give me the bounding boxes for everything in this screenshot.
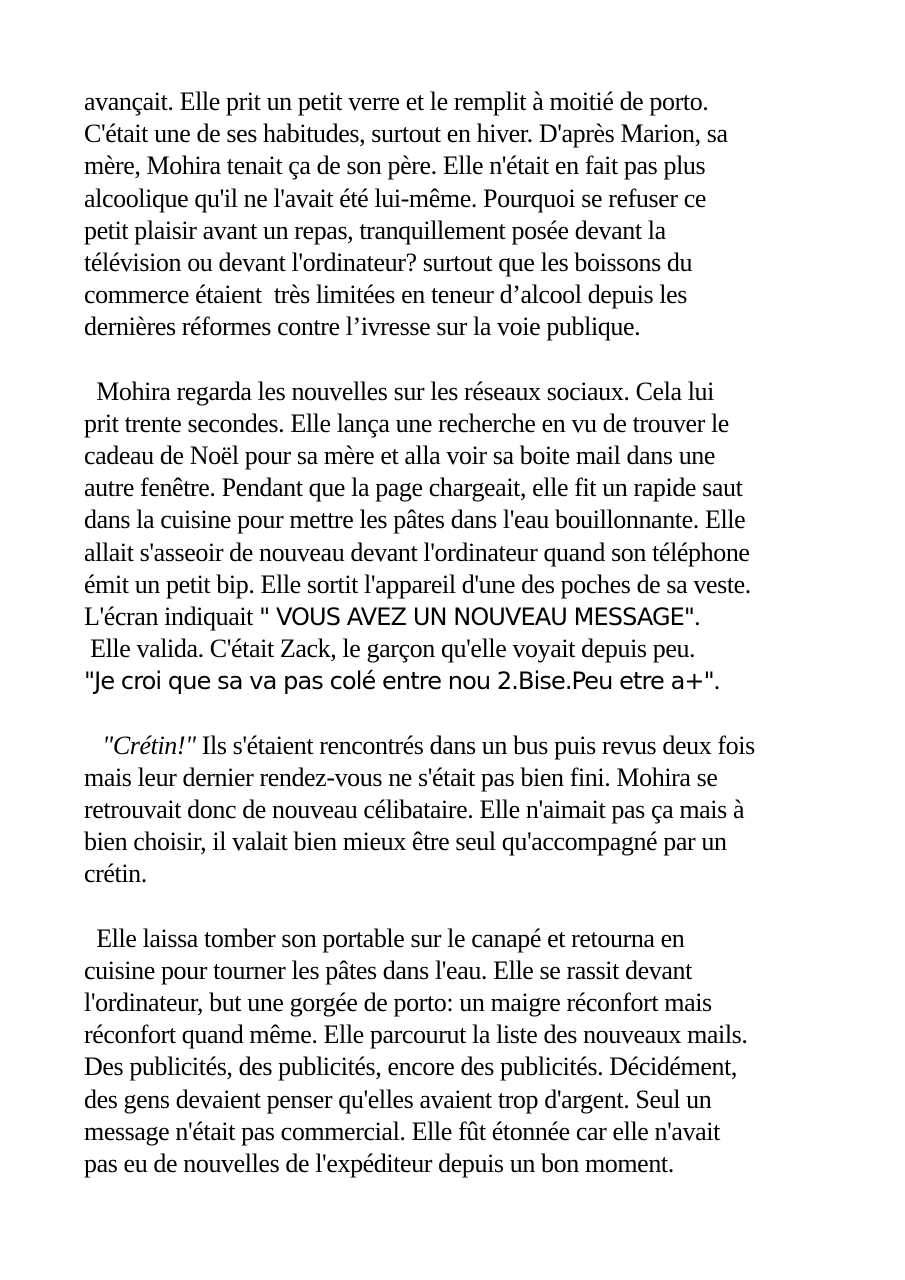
text-line — [84, 955, 829, 987]
text-segment: Elle laissa tomber son portable sur le canapé et retourna en — [84, 923, 685, 953]
text-segment: allait s'asseoir de nouveau devant l'ordinateur quand son téléphone — [84, 537, 750, 567]
text-line — [84, 826, 829, 858]
text-segment: prit trente secondes. Elle lança une recherche en vu de trouver le — [84, 408, 729, 438]
text-line — [84, 1084, 829, 1116]
text-segment: l'ordinateur, but une gorgée de porto: un maigre réconfort mais — [84, 988, 712, 1018]
text-line — [84, 1019, 829, 1051]
text-line — [84, 279, 829, 311]
text-line — [84, 183, 829, 215]
text-segment: réconfort quand même. Elle parcourut la liste des nouveaux mails. — [84, 1020, 748, 1050]
text-segment: autre fenêtre. Pendant que la page chargeait, elle fit un rapide saut — [84, 473, 743, 503]
text-line — [84, 987, 829, 1019]
text-segment: "Crétin!" — [84, 730, 202, 760]
text-line — [84, 504, 829, 536]
text-line — [84, 569, 829, 601]
text-segment: crétin. — [84, 859, 147, 889]
text-segment: émit un petit bip. Elle sortit l'appareil d'une des poches de sa veste. — [84, 569, 751, 599]
text-line — [84, 858, 829, 890]
text-segment: cadeau de Noël pour sa mère et alla voir sa boite mail dans une — [84, 441, 716, 471]
paragraph — [84, 923, 829, 1181]
text-line — [84, 794, 829, 826]
text-line — [84, 923, 829, 955]
text-segment: C'était une de ses habitudes, surtout en hiver. D'après Marion, sa — [84, 119, 728, 149]
text-line — [84, 440, 829, 472]
text-segment: L'écran indiquait — [84, 602, 260, 632]
text-line — [84, 150, 829, 182]
text-segment: mère, Mohira tenait ça de son père. Elle n'était en fait pas plus — [84, 151, 706, 181]
text-segment: Elle valida. C'était Zack, le garçon qu'elle voyait depuis peu. — [84, 634, 696, 664]
text-line — [84, 1116, 829, 1148]
text-line — [84, 215, 829, 247]
text-segment: Ils s'étaient rencontrés dans un bus puis revus deux fois — [201, 730, 755, 760]
text-segment: alcoolique qu'il ne l'avait été lui-même. Pourquoi se refuser ce — [84, 183, 706, 213]
text-line — [84, 311, 829, 343]
text-line — [84, 118, 829, 150]
text-segment: " VOUS AVEZ UN NOUVEAU MESSAGE" — [259, 603, 695, 632]
text-segment: . — [694, 602, 701, 632]
text-segment: dans la cuisine pour mettre les pâtes dans l'eau bouillonnante. Elle — [84, 505, 746, 535]
text-line — [84, 1051, 829, 1083]
text-segment: mais leur dernier rendez-vous ne s'était pas bien fini. Mohira se — [84, 762, 718, 792]
text-segment: . — [713, 666, 720, 696]
text-segment: dernières réformes contre l’ivresse sur la voie publique. — [84, 312, 641, 342]
paragraph — [84, 376, 829, 698]
text-segment: retrouvait donc de nouveau célibataire. Elle n'aimait pas ça mais à — [84, 795, 745, 825]
paragraph — [84, 86, 829, 344]
page-text — [84, 86, 829, 1180]
text-segment: bien choisir, il valait bien mieux être seul qu'accompagné par un — [84, 827, 727, 857]
text-segment: Mohira regarda les nouvelles sur les réseaux sociaux. Cela lui — [84, 376, 714, 406]
text-line — [84, 537, 829, 569]
text-line — [84, 633, 829, 665]
text-segment: télévision ou devant l'ordinateur? surtout que les boissons du — [84, 248, 693, 278]
text-line — [84, 665, 829, 697]
text-line — [84, 376, 829, 408]
paragraph — [84, 730, 829, 891]
text-segment: des gens devaient penser qu'elles avaient trop d'argent. Seul un — [84, 1084, 712, 1114]
text-line — [84, 601, 829, 633]
text-line — [84, 247, 829, 279]
text-segment: commerce étaient très limitées en teneur d’alcool depuis les — [84, 280, 687, 310]
text-line — [84, 472, 829, 504]
text-segment: "Je croi que sa va pas colé entre nou 2.Bise.Peu etre a+" — [84, 667, 714, 696]
text-line — [84, 762, 829, 794]
text-segment: pas eu de nouvelles de l'expéditeur depuis un bon moment. — [84, 1149, 674, 1179]
text-line — [84, 408, 829, 440]
text-segment: Des publicités, des publicités, encore des publicités. Décidément, — [84, 1052, 738, 1082]
text-line — [84, 1148, 829, 1180]
text-line — [84, 86, 829, 118]
text-segment: avançait. Elle prit un petit verre et le remplit à moitié de porto. — [84, 87, 709, 116]
text-segment: message n'était pas commercial. Elle fût étonnée car elle n'avait — [84, 1116, 720, 1146]
text-segment: petit plaisir avant un repas, tranquillement posée devant la — [84, 215, 666, 245]
text-segment: cuisine pour tourner les pâtes dans l'eau. Elle se rassit devant — [84, 955, 692, 985]
text-line — [84, 730, 829, 762]
